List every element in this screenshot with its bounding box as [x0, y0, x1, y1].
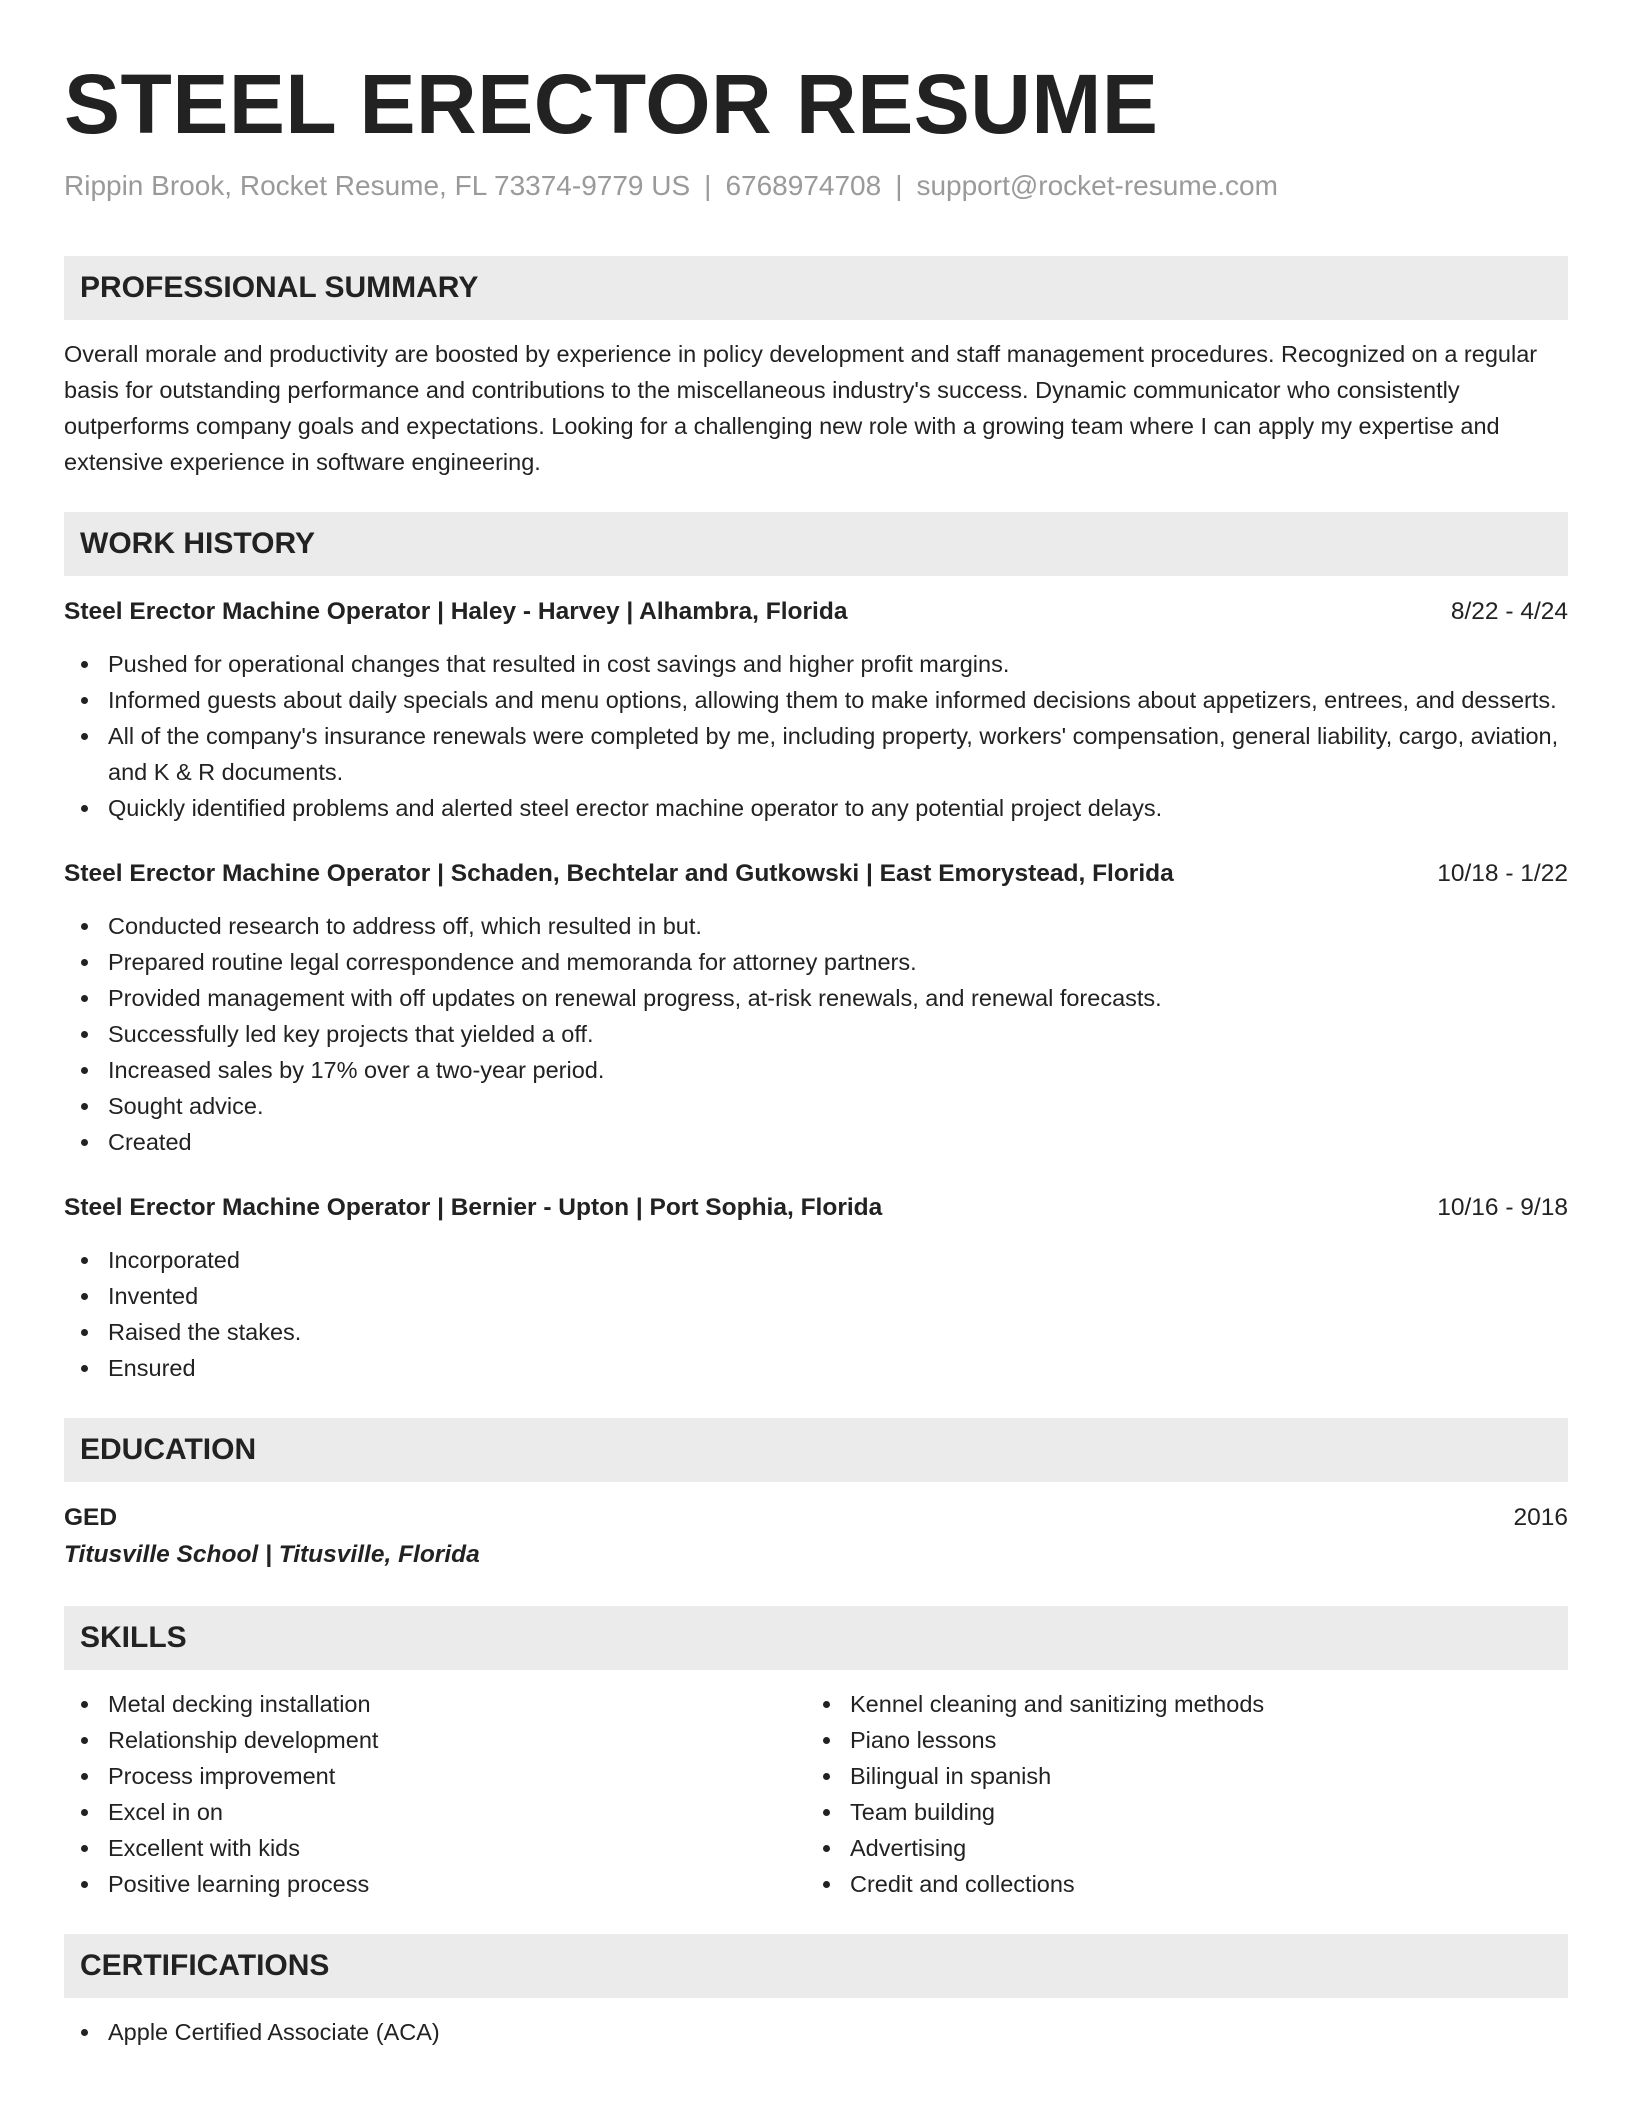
skills-list-left [64, 1686, 806, 1902]
list-item: Conducted research to address off, which resulted in but. [64, 908, 1568, 944]
education-school: Titusville School | Titusville, Florida [64, 1541, 480, 1568]
list-item: Credit and collections [806, 1866, 1548, 1902]
education-year: 2016 [1513, 1504, 1568, 1531]
list-item: Relationship development [64, 1722, 806, 1758]
job-entry [64, 1190, 1568, 1386]
contact-separator: | [704, 170, 712, 201]
list-item: Increased sales by 17% over a two-year period. [64, 1052, 1568, 1088]
list-item: Created [64, 1124, 1568, 1160]
job-entry [64, 594, 1568, 826]
section-header-certifications: CERTIFICATIONS [64, 1934, 1568, 1998]
list-item: Bilingual in spanish [806, 1758, 1548, 1794]
list-item: Raised the stakes. [64, 1314, 1568, 1350]
list-item: Advertising [806, 1830, 1548, 1866]
list-item: Incorporated [64, 1242, 1568, 1278]
job-bullets [64, 908, 1568, 1160]
list-item: Invented [64, 1278, 1568, 1314]
section-header-work-history: WORK HISTORY [64, 512, 1568, 576]
list-item: Pushed for operational changes that resulted in cost savings and higher profit margins. [64, 646, 1568, 682]
job-title: Steel Erector Machine Operator | Bernier - Upton | Port Sophia, Florida [64, 1194, 883, 1221]
contact-email: support@rocket-resume.com [916, 170, 1278, 201]
list-item: Excel in on [64, 1794, 806, 1830]
list-item: Ensured [64, 1350, 1568, 1386]
job-header [64, 594, 1568, 630]
list-item: Team building [806, 1794, 1548, 1830]
list-item: Piano lessons [806, 1722, 1548, 1758]
job-dates: 8/22 - 4/24 [1450, 598, 1568, 625]
list-item: Metal decking installation [64, 1686, 806, 1722]
job-entry [64, 856, 1568, 1160]
contact-address: Rippin Brook, Rocket Resume, FL 73374-9779 US [64, 170, 691, 201]
list-item: Kennel cleaning and sanitizing methods [806, 1686, 1548, 1722]
list-item: Sought advice. [64, 1088, 1568, 1124]
certifications-list [64, 2014, 1568, 2050]
list-item: Excellent with kids [64, 1830, 806, 1866]
section-header-education: EDUCATION [64, 1418, 1568, 1482]
education-entry [64, 1500, 1568, 1574]
section-header-skills: SKILLS [64, 1606, 1568, 1670]
education-degree: GED [64, 1504, 118, 1531]
list-item: Provided management with off updates on renewal progress, at-risk renewals, and renewal forecasts. [64, 980, 1568, 1016]
contact-separator: | [895, 170, 903, 201]
job-title: Steel Erector Machine Operator | Haley - Harvey | Alhambra, Florida [64, 598, 848, 625]
job-bullets [64, 1242, 1568, 1386]
job-header [64, 856, 1568, 892]
summary-text: Overall morale and productivity are boosted by experience in policy development and staff management procedures. Recognized on a regular basis for outstanding performance and contributions to the miscellaneous industry's success. Dynamic communicator who consistently outperforms company goals and expectations. Looking for a challenging new role with a growing team where I can apply my expertise and extensive experience in software engineering. [64, 341, 1538, 475]
list-item: Informed guests about daily specials and menu options, allowing them to make informed decisions about appetizers, entrees, and desserts. [64, 682, 1568, 718]
skills-list-right [806, 1686, 1548, 1902]
contact-line [64, 168, 1568, 204]
contact-phone: 6768974708 [725, 170, 882, 201]
job-dates: 10/16 - 9/18 [1437, 1194, 1568, 1221]
job-header [64, 1190, 1568, 1226]
list-item: All of the company's insurance renewals were completed by me, including property, workers' compensation, general liability, cargo, aviation, and K & R documents. [64, 718, 1568, 790]
list-item: Positive learning process [64, 1866, 806, 1902]
education-header [64, 1500, 1568, 1536]
list-item: Process improvement [64, 1758, 806, 1794]
resume-title: STEEL ERECTOR RESUME [64, 57, 1159, 151]
job-bullets [64, 646, 1568, 826]
list-item: Apple Certified Associate (ACA) [64, 2014, 1568, 2050]
list-item: Quickly identified problems and alerted steel erector machine operator to any potential project delays. [64, 790, 1568, 826]
section-header-summary: PROFESSIONAL SUMMARY [64, 256, 1568, 320]
skills-grid [64, 1686, 1568, 1902]
list-item: Successfully led key projects that yielded a off. [64, 1016, 1568, 1052]
job-dates: 10/18 - 1/22 [1437, 860, 1568, 887]
job-title: Steel Erector Machine Operator | Schaden, Bechtelar and Gutkowski | East Emorystead, Florida [64, 860, 1174, 887]
list-item: Prepared routine legal correspondence and memoranda for attorney partners. [64, 944, 1568, 980]
